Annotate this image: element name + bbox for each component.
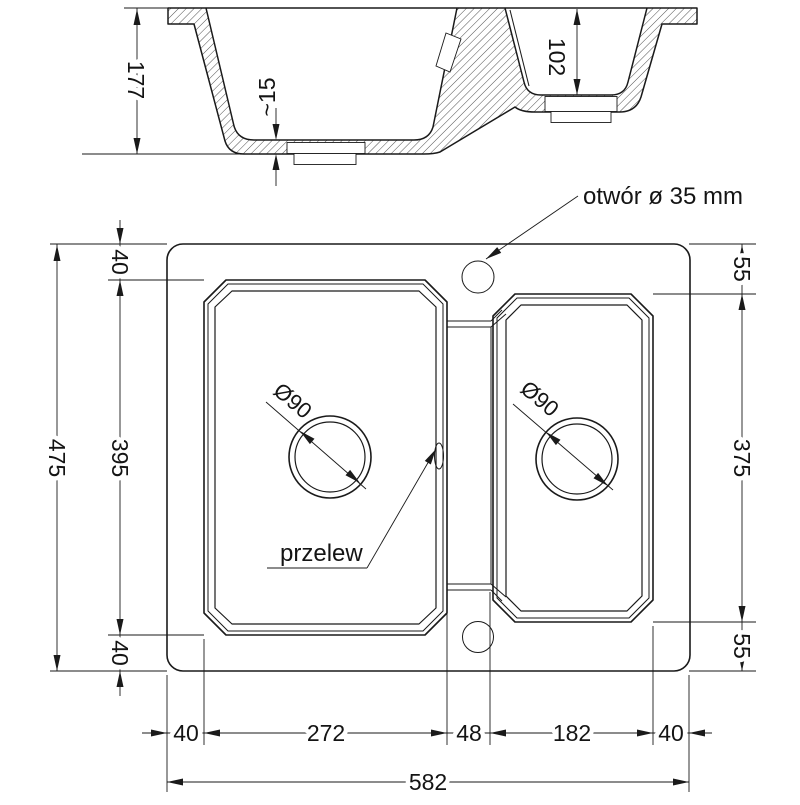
dim-drain-left: Ø90: [268, 377, 317, 424]
dim-drain-right: Ø90: [515, 375, 564, 422]
dim-left-column-group: [107, 220, 133, 696]
dim-floor-offset: ~15: [254, 77, 280, 117]
dim-overall-height-group: [44, 244, 70, 671]
dim-right-margin-w: 40: [658, 720, 684, 746]
dim-bottom-chain-group: [142, 720, 712, 746]
right-drain-flange: [551, 112, 611, 123]
left-bowl-mid: [208, 284, 443, 631]
right-drain-dim: [513, 376, 613, 490]
right-bowl-outer: [493, 294, 653, 622]
dim-left-margin-w: 40: [173, 720, 199, 746]
dim-left-bowl-width: 272: [306, 720, 346, 746]
faucet-hole-bottom: [463, 622, 494, 653]
left-drain-dim: [266, 378, 366, 489]
left-drain-flange: [294, 154, 356, 165]
dim-overall-height: 475: [44, 438, 70, 478]
dim-overall-width-group: [167, 769, 689, 795]
right-drain-recess: [545, 97, 617, 112]
dim-overall-width: 582: [408, 769, 448, 795]
dim-depth-right: 102: [544, 37, 570, 77]
faucet-hole-leader: [486, 183, 743, 259]
left-drain-hole: [289, 416, 371, 498]
dim-divider-width: 48: [456, 720, 482, 746]
dim-depth-right-group: [544, 9, 581, 95]
right-bowl-mid: [497, 298, 649, 618]
left-bowl-outer: [204, 280, 447, 635]
extension-lines: [50, 244, 756, 792]
dim-bowl-height: 395: [107, 438, 133, 478]
dim-right-top-margin: 55: [729, 256, 755, 282]
overflow-leader: [267, 449, 436, 568]
dim-top-margin: 40: [107, 249, 133, 275]
dim-bottom-margin: 40: [107, 640, 133, 666]
dim-right-bowl-height: 375: [729, 438, 755, 478]
cross-section-view: [82, 8, 697, 186]
dim-floor-offset-group: [254, 77, 280, 186]
dim-right-bottom-margin: 55: [729, 633, 755, 659]
dim-right-bowl-width: 182: [552, 720, 592, 746]
label-overflow: przelew: [280, 540, 363, 567]
right-bowl-inner: [506, 305, 642, 611]
dim-depth-left: 177: [123, 60, 149, 100]
cross-section-body: [168, 8, 697, 154]
left-drain-recess: [287, 143, 365, 154]
top-view: [44, 183, 756, 795]
label-faucet-hole: otwór ø 35 mm: [583, 183, 744, 210]
left-bowl-inner: [215, 291, 436, 624]
dim-right-column-group: [729, 244, 755, 671]
faucet-hole-top: [462, 261, 494, 293]
